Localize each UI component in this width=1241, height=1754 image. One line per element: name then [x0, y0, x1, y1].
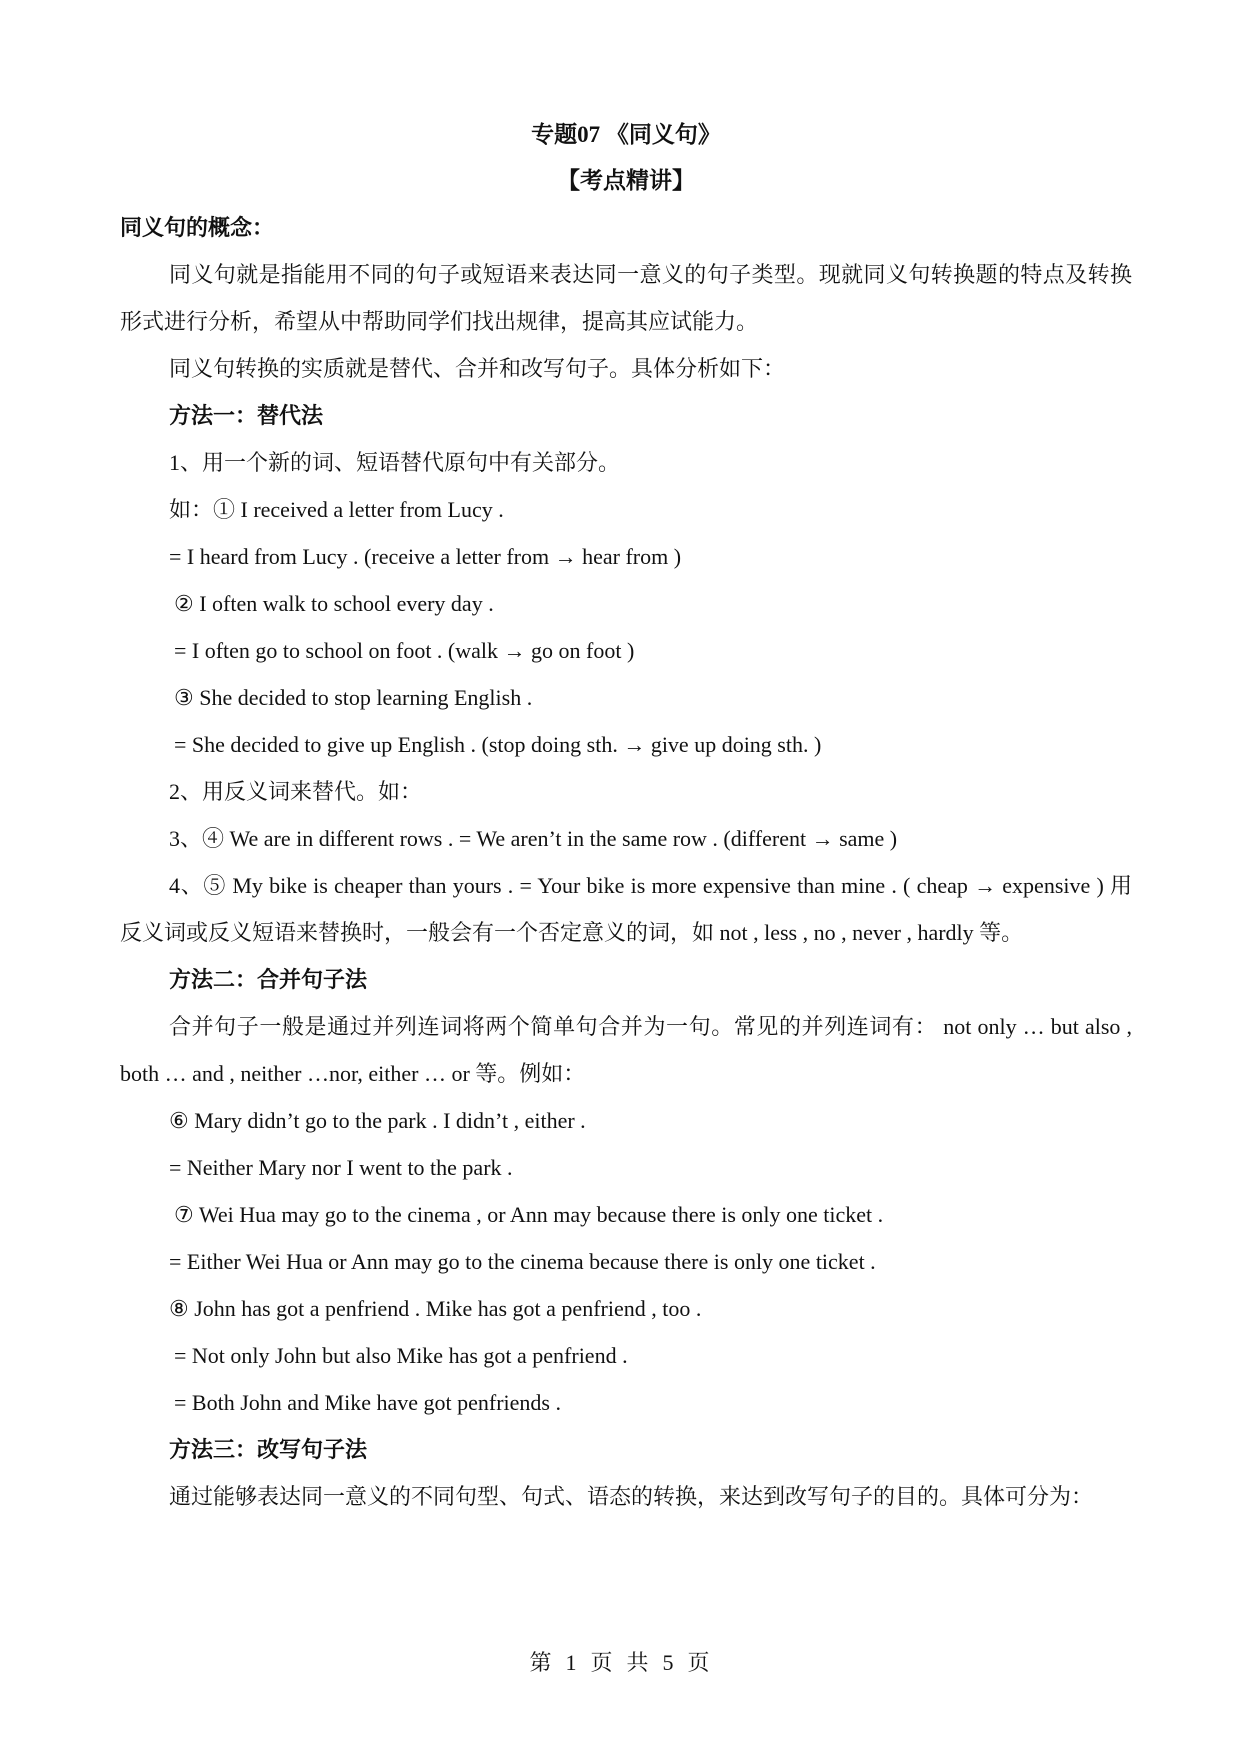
document-title: 专题07 《同义句》 [531, 122, 721, 147]
footer-word: 第 [529, 1650, 554, 1675]
rule-item: 1、用一个新的词、短语替代原句中有关部分。 [169, 450, 621, 475]
example-sentence: ③ She decided to stop learning English . [174, 685, 533, 710]
concept-paragraph: 同义句转换的实质就是替代、合并和改写句子。具体分析如下： [169, 356, 786, 381]
section-subtitle: 【考点精讲】 [557, 168, 695, 193]
page-number: 1 [565, 1650, 579, 1675]
example-equivalent: = She decided to give up English . (stop doing sth. → give up doing sth. ) [174, 732, 822, 757]
rule-item: 4、⑤ My bike is cheaper than yours . = Your bike is more expensive than mine . ( cheap → expensive ) 用反义词或反义短语来替换时，一般会有一个否定意义的词，如 not , less , no , never , hardly 等。 [120, 873, 1132, 945]
footer-word: 共 [626, 1650, 651, 1675]
concept-heading: 同义句的概念： [120, 215, 275, 240]
example-sentence: ⑦ Wei Hua may go to the cinema , or Ann may because there is only one ticket . [174, 1202, 884, 1227]
example-sentence: ⑥ Mary didn’t go to the park . I didn’t , either . [169, 1108, 586, 1133]
example-sentence: 如：① I received a letter from Lucy . [169, 497, 504, 522]
rule-item: 2、用反义词来替代。如： [169, 779, 423, 804]
method-intro: 通过能够表达同一意义的不同句型、句式、语态的转换，来达到改写句子的目的。具体可分为： [169, 1484, 1094, 1509]
example-equivalent: = I heard from Lucy . (receive a letter from → hear from ) [169, 544, 682, 569]
rule-item: 3、④ We are in different rows . = We aren’t in the same row . (different → same ) [169, 826, 898, 851]
document-page [120, 112, 1132, 1520]
example-equivalent: = Both John and Mike have got penfriends . [174, 1390, 561, 1415]
total-pages: 5 [662, 1650, 676, 1675]
concept-paragraph: 同义句就是指能用不同的句子或短语来表达同一意义的句子类型。现就同义句转换题的特点及转换形式进行分析，希望从中帮助同学们找出规律，提高其应试能力。 [120, 262, 1132, 334]
footer-word: 页 [687, 1650, 712, 1675]
method-intro: 合并句子一般是通过并列连词将两个简单句合并为一句。常见的并列连词有： not only … but also , both … and , neither …nor, either … or 等。例如： [120, 1014, 1132, 1086]
example-equivalent: = Either Wei Hua or Ann may go to the cinema because there is only one ticket . [169, 1249, 876, 1274]
example-equivalent: = Not only John but also Mike has got a penfriend . [174, 1343, 628, 1368]
page-footer [0, 1646, 1241, 1677]
example-equivalent: = Neither Mary nor I went to the park . [169, 1155, 513, 1180]
method-heading: 方法一：替代法 [169, 403, 324, 428]
example-sentence: ⑧ John has got a penfriend . Mike has got a penfriend , too . [169, 1296, 702, 1321]
footer-word: 页 [590, 1650, 615, 1675]
example-sentence: ② I often walk to school every day . [174, 591, 494, 616]
method-heading: 方法二：合并句子法 [169, 967, 368, 992]
method-heading: 方法三：改写句子法 [169, 1437, 368, 1462]
example-equivalent: = I often go to school on foot . (walk → go on foot ) [174, 638, 635, 663]
